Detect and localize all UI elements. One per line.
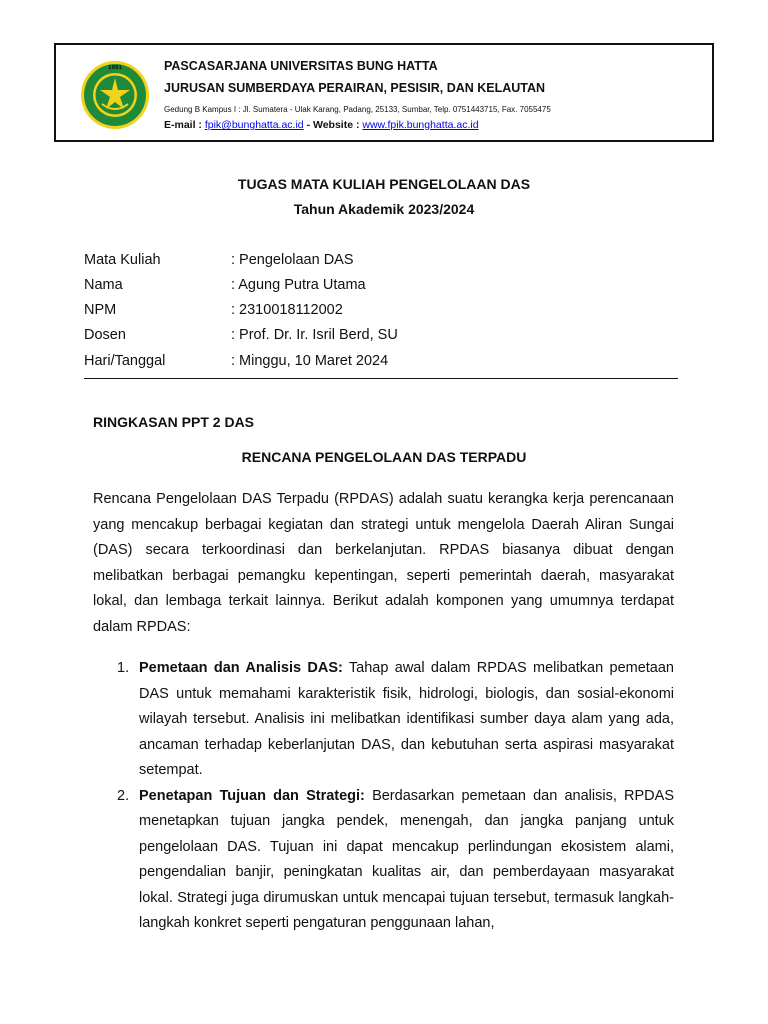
email-link[interactable]: fpik@bunghatta.ac.id [204,119,304,131]
list-number: 2. [117,787,130,804]
email-label: E-mail : [164,119,205,131]
academic-year: Tahun Akademik 2023/2024 [293,201,475,217]
info-label: NPM [84,302,117,318]
institution-address: Gedung B Kampus I : Jl. Sumatera - Ulak Karang, Padang, 25133, Sumbar, Telp. 0751443715, Fax. 7055475 [164,105,551,114]
intro-paragraph: Rencana Pengelolaan DAS Terpadu (RPDAS) adalah suatu kerangka kerja perencanaan yang mencakup berbagai kegiatan dan strategi untuk mengelola Daerah Aliran Sungai (DAS) secara terkoordinasi dan berkelanjutan. RPDAS biasanya dibuat dengan melibatkan berbagai pemangku kepentingan, seperti pemerintah daerah, masyarakat lokal, dan lembaga terkait lainnya. Berikut adalah komponen yang umumnya terdapat dalam RPDAS: [93,491,674,635]
letterhead [54,43,714,142]
info-value: : Prof. Dr. Ir. Isril Berd, SU [231,327,398,343]
info-label: Dosen [84,327,126,343]
item-title: Penetapan Tujuan dan Strategi: [139,787,365,804]
info-label: Mata Kuliah [84,252,161,268]
list-item [93,656,674,784]
list-item [93,784,674,937]
logo-year: 1981 [108,65,122,71]
website-link[interactable]: www.fpik.bunghatta.ac.id [362,119,479,131]
contact-line [164,118,706,132]
item-text: Tahap awal dalam RPDAS melibatkan pemetaan DAS untuk memahami karakteristik fisik, hidrologi, biologis, dan sosial-ekonomi wilayah tersebut. Analisis ini melibatkan identifikasi sumber daya alam yang ada, ancaman terhadap keberlanjutan DAS, dan kebutuhan serta aspirasi masyarakat setempat. [139,660,674,778]
sub-heading: RENCANA PENGELOLAAN DAS TERPADU [241,449,527,465]
component-list [93,656,674,937]
website-label: - Website : [306,119,363,131]
institution-name: PASCASARJANA UNIVERSITAS BUNG HATTA [164,59,438,73]
item-title: Pemetaan dan Analisis DAS: [139,660,343,676]
department-name: JURUSAN SUMBERDAYA PERAIRAN, PESISIR, DAN KELAUTAN [164,81,546,95]
info-label: Hari/Tanggal [84,353,166,369]
info-value: : Minggu, 10 Maret 2024 [231,353,389,369]
section-heading: RINGKASAN PPT 2 DAS [93,414,255,430]
letterhead-text [164,58,706,132]
info-value: : Pengelolaan DAS [231,252,354,268]
info-value: : 2310018112002 [231,302,343,318]
list-number: 1. [117,660,130,676]
info-value: : Agung Putra Utama [231,277,366,293]
info-label: Nama [84,277,123,293]
document-title: TUGAS MATA KULIAH PENGELOLAAN DAS [237,176,531,192]
university-logo-icon [80,60,150,130]
divider [84,378,678,379]
item-text: Berdasarkan pemetaan dan analisis, RPDAS menetapkan tujuan jangka pendek, menengah, dan jangka panjang untuk pengelolaan DAS. Tujuan ini dapat mencakup perlindungan ekosistem alami, pengendalian banjir, peningkatan kualitas air, dan pemberdayaan masyarakat lokal. Strategi juga dirumuskan untuk mencapai tujuan tersebut, termasuk langkah-langkah konkret seperti pengaturan penggunaan lahan, [139,787,674,931]
